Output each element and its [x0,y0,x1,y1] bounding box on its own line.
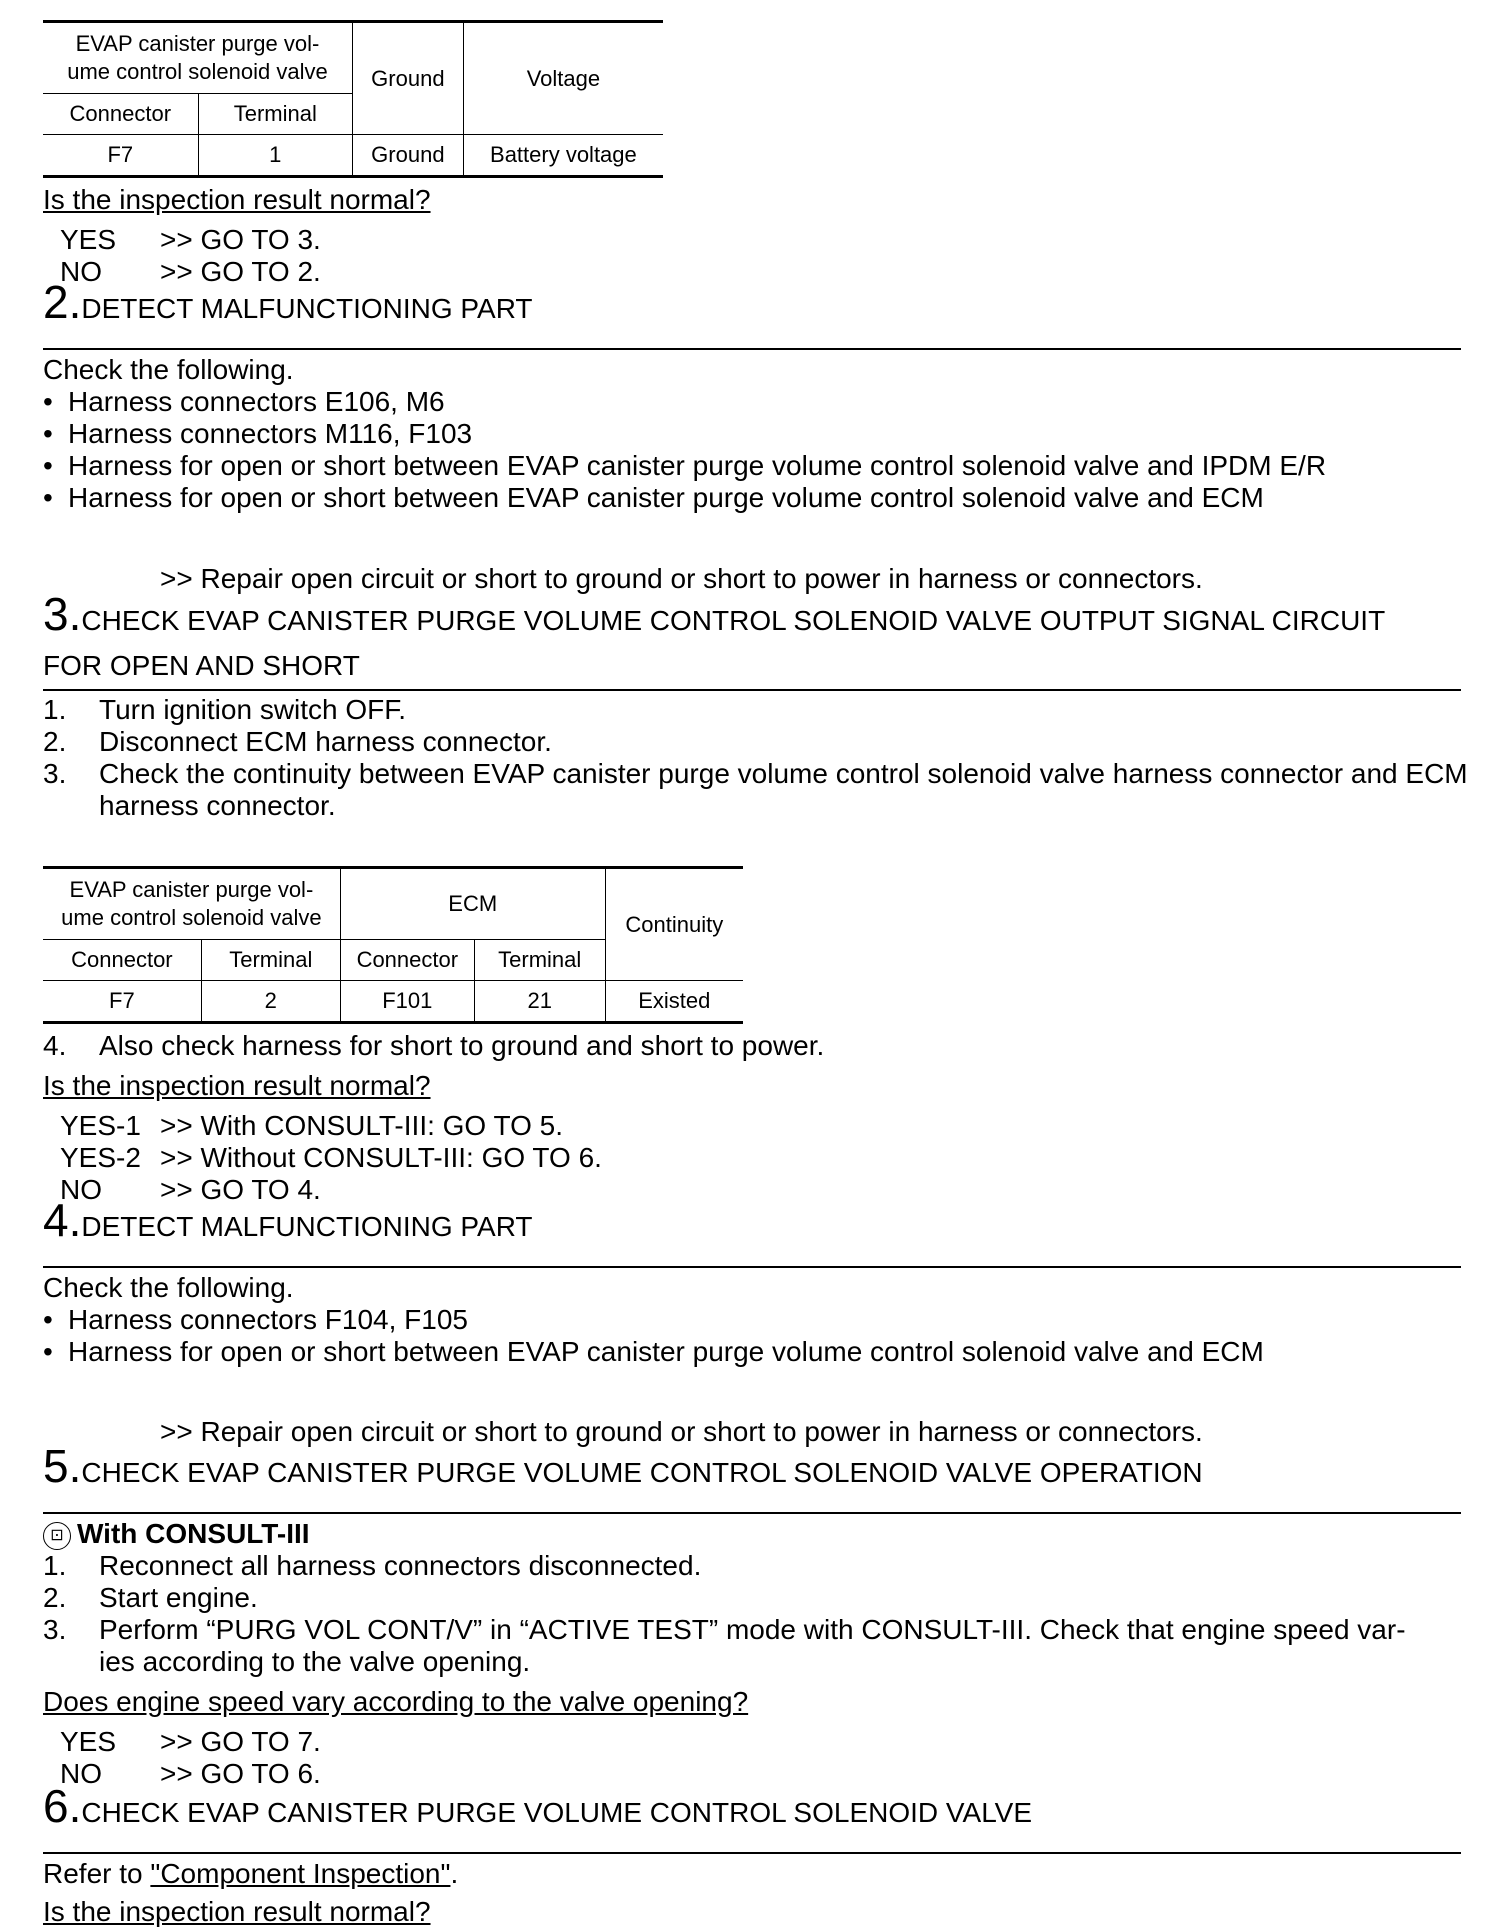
continuity-spec-table [43,866,743,1024]
consult-heading: ⊡ With CONSULT-III [43,1518,310,1550]
inspection-question: Does engine speed vary according to the valve opening? [43,1686,749,1717]
table-header-connector: Connector [43,94,198,135]
table-header-ecm-connector: Connector [340,940,474,981]
divider [43,348,1461,350]
step-heading: 4.DETECT MALFUNCTIONING PART [43,1194,533,1246]
step-heading: 5.CHECK EVAP CANISTER PURGE VOLUME CONTROL SOLENOID VALVE OPERATION [43,1440,1203,1492]
inspection-question: Is the inspection result normal? [43,1070,431,1101]
repair-instruction: >> Repair open circuit or short to ground or short to power in harness or connectors. [160,1416,1203,1447]
list-item: • Harness for open or short between EVAP canister purge volume control solenoid valve and ECM [43,1336,1264,1367]
list-item: 1. Turn ignition switch OFF. [43,694,407,725]
list-item: • Harness connectors M116, F103 [43,418,473,449]
component-inspection-link[interactable]: "Component Inspection" [150,1858,451,1889]
table-header-connector: Connector [43,940,201,981]
table-header-ecm-terminal: Terminal [474,940,605,981]
list-item: • Harness connectors E106, M6 [43,386,445,417]
table-header-terminal: Terminal [201,940,340,981]
table-cell: Existed [605,981,743,1023]
divider [43,689,1461,691]
table-cell: F7 [43,981,201,1023]
list-item: 3. Check the continuity between EVAP canister purge volume control solenoid valve harness connector and ECM harness connector. [43,758,1468,821]
table-header-voltage: Voltage [463,22,663,135]
repair-instruction: >> Repair open circuit or short to ground or short to power in harness or connectors. [160,563,1203,594]
list-item: 2. Start engine. [43,1582,258,1613]
list-item: 1. Reconnect all harness connectors disconnected. [43,1550,702,1581]
refer-text: Refer to "Component Inspection". [43,1858,459,1889]
list-item: • Harness for open or short between EVAP canister purge volume control solenoid valve and ECM [43,482,1264,513]
step-heading: 2.DETECT MALFUNCTIONING PART [43,276,533,328]
voltage-spec-table [43,20,663,178]
step-heading: 3.CHECK EVAP CANISTER PURGE VOLUME CONTROL SOLENOID VALVE OUTPUT SIGNAL CIRCUIT [43,588,1386,640]
step-heading-cont: FOR OPEN AND SHORT [43,650,360,681]
table-cell: F7 [43,135,198,177]
step-heading: 6.CHECK EVAP CANISTER PURGE VOLUME CONTROL SOLENOID VALVE [43,1780,1033,1832]
answer-row: YES >> GO TO 3. [60,224,321,255]
answer-row: NO >> GO TO 2. [60,256,321,287]
inspection-question: Is the inspection result normal? [43,184,431,215]
answer-row: YES-2 >> Without CONSULT-III: GO TO 6. [60,1142,602,1173]
table-header-ecm: ECM [340,868,605,940]
table-cell: Battery voltage [463,135,663,177]
list-item: • Harness connectors F104, F105 [43,1304,468,1335]
table-cell: 21 [474,981,605,1023]
list-item: 3. Perform “PURG VOL CONT/V” in “ACTIVE TEST” mode with CONSULT-III. Check that engine speed var- ies according to the valve opening. [43,1614,1406,1677]
list-item: • Harness for open or short between EVAP canister purge volume control solenoid valve and IPDM E/R [43,450,1327,481]
table-cell: 1 [198,135,352,177]
step-intro: Check the following. [43,354,294,385]
answer-row: YES-1 >> With CONSULT-III: GO TO 5. [60,1110,563,1141]
step-intro: Check the following. [43,1272,294,1303]
table-cell: Ground [352,135,463,177]
consult-icon: ⊡ [43,1522,71,1550]
divider [43,1512,1461,1514]
table-header-continuity: Continuity [605,868,743,981]
table-header-component: EVAP canister purge vol- ume control solenoid valve [43,22,352,94]
table-cell: 2 [201,981,340,1023]
answer-row: YES >> GO TO 7. [60,1726,321,1757]
table-header-terminal: Terminal [198,94,352,135]
table-cell: F101 [340,981,474,1023]
inspection-question: Is the inspection result normal? [43,1896,431,1927]
list-item: 2. Disconnect ECM harness connector. [43,726,552,757]
divider [43,1852,1461,1854]
answer-row: NO >> GO TO 4. [60,1174,321,1205]
divider [43,1266,1461,1268]
answer-row: NO >> GO TO 6. [60,1758,321,1789]
list-item: 4. Also check harness for short to ground and short to power. [43,1030,825,1061]
table-header-component: EVAP canister purge vol- ume control solenoid valve [43,868,340,940]
table-header-ground: Ground [352,22,463,135]
